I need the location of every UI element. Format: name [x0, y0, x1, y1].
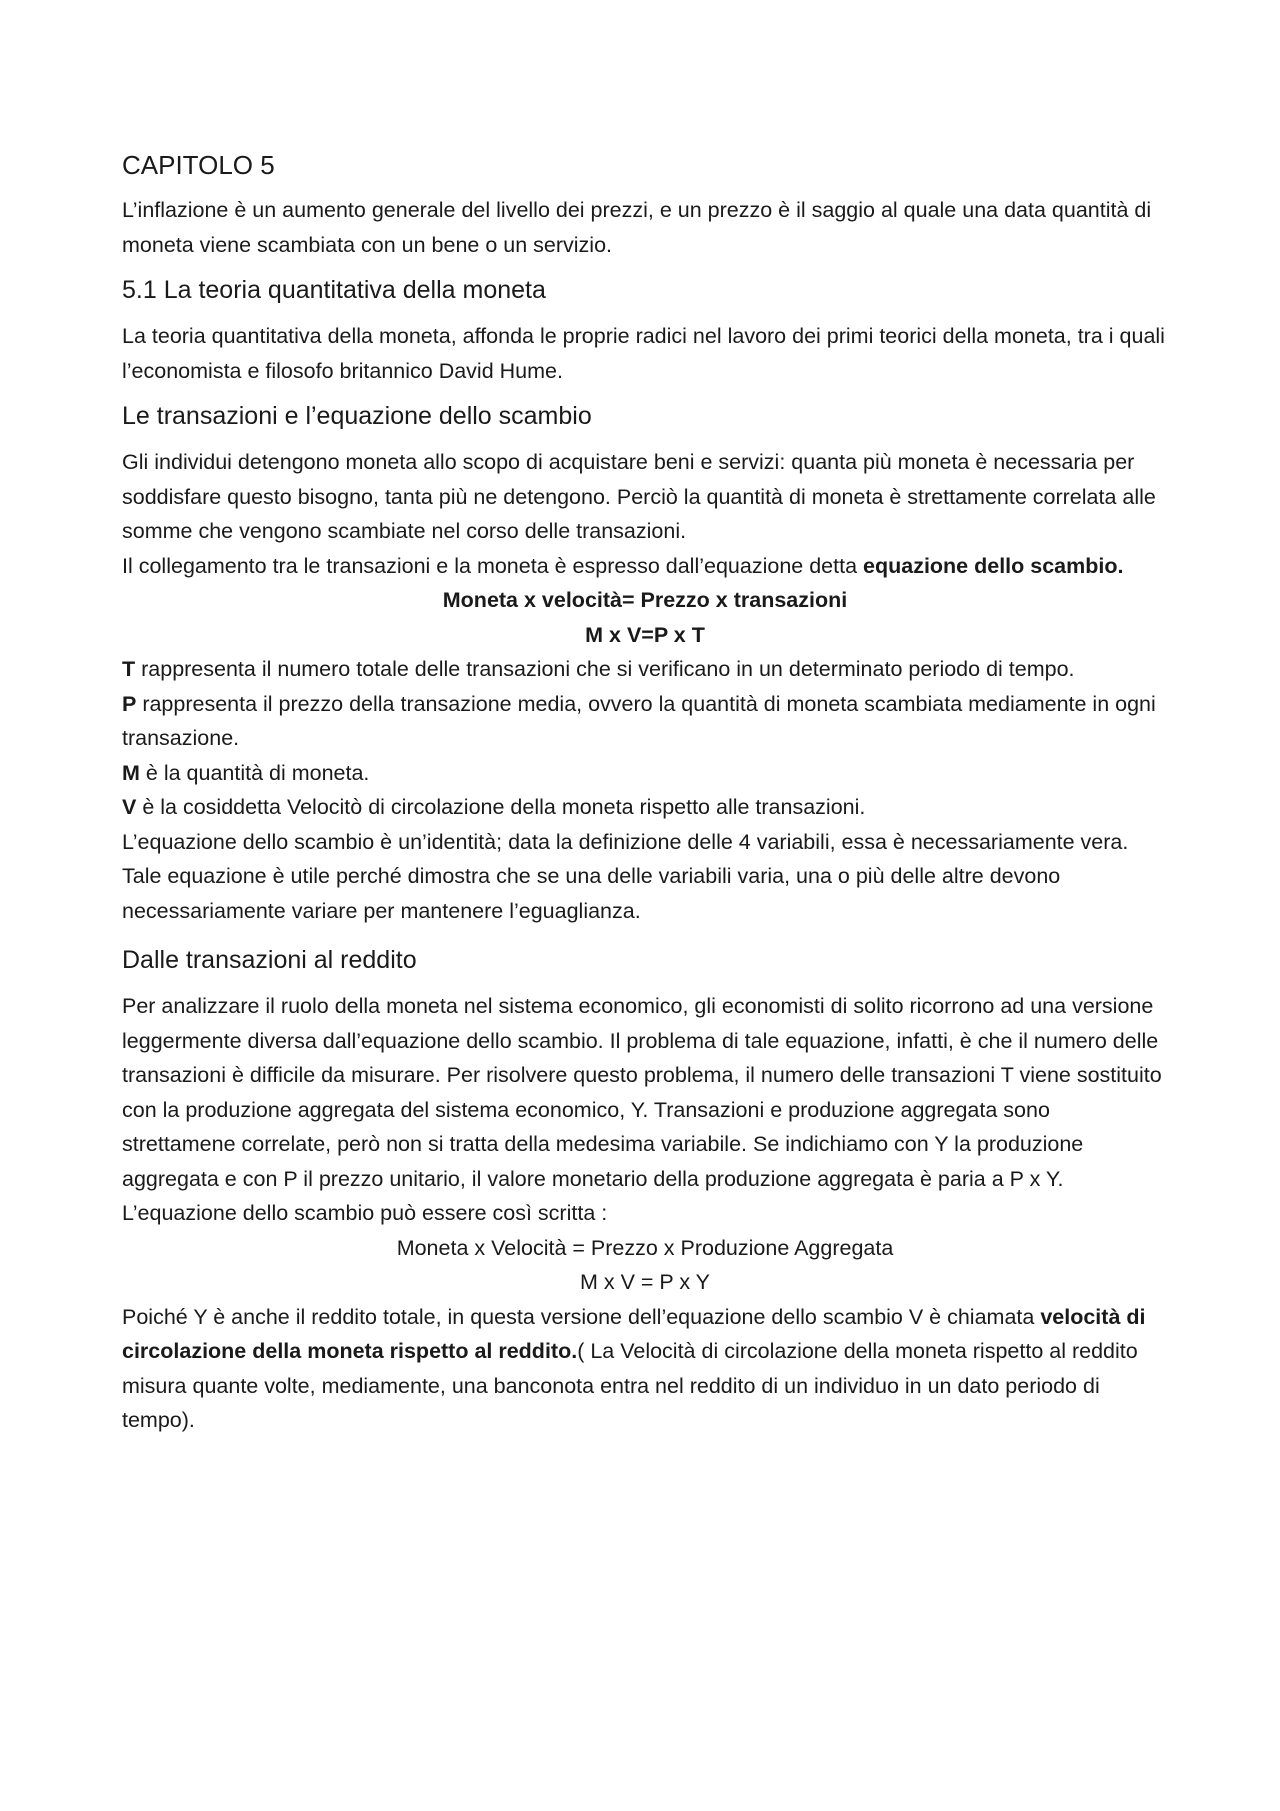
equation-words-reddito: Moneta x Velocità = Prezzo x Produzione Aggregata: [396, 1235, 894, 1260]
reddito-paragraph-1: Per analizzare il ruolo della moneta nel sistema economico, gli economisti di solito ricorrono ad una versione leggermente diversa dall’equazione dello scambio. Il problema di tale equazione, infatti, è che il numero delle transazioni è difficile da misurare. Per risolvere questo problema, il numero delle transazioni T viene sostituito con la produzione aggregata del sistema economico, Y. Transazioni e produzione aggregata sono strettamene correlate, però non si tratta della medesima variabile. Se indichiamo con Y la produzione aggregata e con P il prezzo unitario, il valore monetario della produzione aggregata è paria a P x Y. L’equazione dello scambio può essere così scritta :: [122, 994, 1162, 1225]
paragraph-text: Poiché Y è anche il reddito totale, in questa versione dell’equazione dello scambio V è chiamata: [122, 1304, 1041, 1329]
document-page: [122, 150, 1168, 1438]
definition-symbol: M: [122, 760, 140, 785]
definition-text: è la cosiddetta Velocitò di circolazione della moneta rispetto alle transazioni.: [136, 795, 866, 819]
definition-text: rappresenta il prezzo della transazione media, ovvero la quantità di moneta scambiata mediamente in ogni transazione.: [122, 691, 1156, 750]
section-5-1-paragraph: La teoria quantitativa della moneta, affonda le proprie radici nel lavoro dei primi teorici della moneta, tra i quali l’economista e filosofo britannico David Hume.: [122, 324, 1165, 383]
chapter-title: CAPITOLO 5: [122, 150, 275, 180]
equation-symbols-text: M x V=P x T: [585, 622, 705, 647]
transazioni-paragraph-2: [122, 549, 1168, 584]
paragraph-tail: ( La Velocità di circolazione della moneta rispetto al reddito misura quante volte, mediamente, una banconota entra nel reddito di un individuo in un dato periodo di tempo).: [122, 1339, 1138, 1432]
definition-t: [122, 652, 1168, 687]
definition-m: [122, 756, 1168, 791]
section-heading-5-1: 5.1 La teoria quantitativa della moneta: [122, 276, 546, 304]
paragraph-text: Il collegamento tra le transazioni e la moneta è espresso dall’equazione detta: [122, 553, 864, 578]
definition-symbol: T: [122, 657, 136, 681]
equation-words-text: Moneta x velocità= Prezzo x transazioni: [442, 588, 848, 612]
definition-text: rappresenta il numero totale delle transazioni che si verificano in un determinato periodo di tempo.: [135, 657, 1075, 681]
definition-v: [122, 790, 1168, 825]
section-heading-transazioni: Le transazioni e l’equazione dello scambio: [122, 402, 592, 430]
transazioni-closing: L’equazione dello scambio è un’identità; data la definizione delle 4 variabili, essa è necessariamente vera. Tale equazione è utile perché dimostra che se una delle variabili varia, una o più delle altre devono necessariamente variare per mantenere l’eguaglianza.: [122, 829, 1129, 923]
section-heading-reddito: Dalle transazioni al reddito: [122, 946, 417, 974]
definition-p: [122, 687, 1168, 756]
reddito-paragraph-2: [122, 1300, 1168, 1438]
definition-symbol: V: [122, 795, 137, 819]
transazioni-block: [122, 445, 1168, 928]
intro-paragraph: L’inflazione è un aumento generale del livello dei prezzi, e un prezzo è il saggio al quale una data quantità di moneta viene scambiata con un bene o un servizio.: [122, 198, 1152, 257]
equation-words: [122, 583, 1168, 618]
bold-term: velocità di circolazione della moneta rispetto al reddito.: [122, 1304, 1146, 1363]
reddito-block: [122, 989, 1168, 1438]
definition-symbol: P: [122, 691, 137, 716]
definition-text: è la quantità di moneta.: [139, 760, 370, 785]
bold-term: equazione dello scambio.: [863, 553, 1124, 578]
equation-symbols: [122, 618, 1168, 653]
equation-symbols-reddito: M x V = P x Y: [579, 1270, 711, 1294]
transazioni-paragraph-1: Gli individui detengono moneta allo scopo di acquistare beni e servizi: quanta più moneta è necessaria per soddisfare questo bisogno, tanta più ne detengono. Perciò la quantità di moneta è strettamente correlata alle somme che vengono scambiate nel corso delle transazioni.: [122, 450, 1156, 543]
